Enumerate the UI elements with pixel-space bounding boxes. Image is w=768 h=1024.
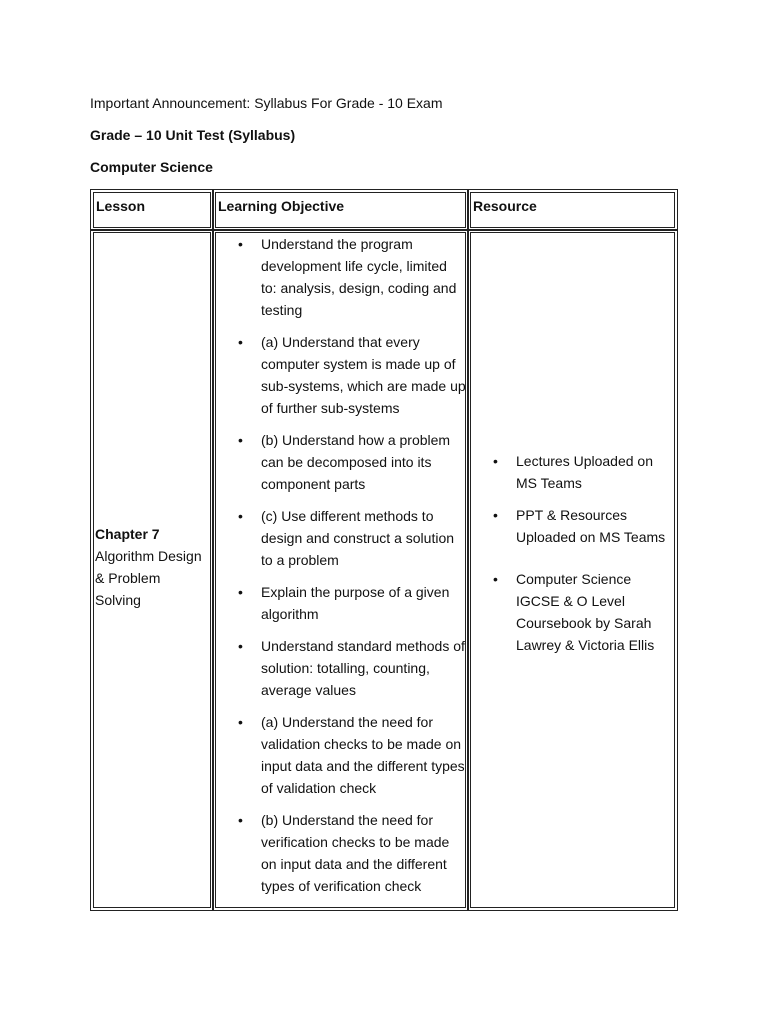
bullet-icon: • (493, 453, 498, 469)
announcement-text: Important Announcement: Syllabus For Grade - 10 Exam (90, 95, 443, 111)
header-objective-label: Learning Objective (218, 198, 345, 214)
bullet-icon: • (238, 334, 243, 350)
objective-item: • Explain the purpose of a given algorithm (216, 581, 466, 625)
objective-item: • (b) Understand the need for verification checks to be made on input data and the different types of verification check (216, 809, 466, 897)
header-cell-objective (215, 192, 466, 228)
header-cell-lesson (93, 192, 211, 228)
unit-test-heading: Grade – 10 Unit Test (Syllabus) (90, 127, 296, 143)
bullet-icon: • (493, 571, 498, 587)
objective-item: • (c) Use different methods to design and construct a solution to a problem (216, 505, 466, 571)
objective-item: • (b) Understand how a problem can be decomposed into its component parts (216, 429, 466, 495)
bullet-icon: • (238, 508, 243, 524)
bullet-icon: • (238, 432, 243, 448)
resource-item: • Lectures Uploaded on MS Teams (471, 450, 676, 494)
bullet-icon: • (238, 584, 243, 600)
bullet-icon: • (238, 638, 243, 654)
objective-item: • Understand the program development life cycle, limited to: analysis, design, coding and testing (216, 233, 466, 321)
lesson-subtitle: Algorithm Design & Problem Solving (95, 548, 202, 608)
header-lesson-label: Lesson (96, 198, 146, 214)
objectives-cell (215, 232, 466, 908)
resources-cell (470, 232, 675, 908)
syllabus-table (90, 189, 678, 911)
objective-item: • (a) Understand that every computer system is made up of sub-systems, which are made up of further sub-systems (216, 331, 466, 419)
objective-item: • Understand standard methods of solution: totalling, counting, average values (216, 635, 466, 701)
objectives-list (216, 233, 466, 907)
bullet-icon: • (238, 812, 243, 828)
subject-heading: Computer Science (90, 159, 213, 175)
lesson-cell (93, 232, 211, 908)
resource-item: • PPT & Resources Uploaded on MS Teams (471, 504, 676, 548)
resource-item: • Computer Science IGCSE & O Level Coursebook by Sarah Lawrey & Victoria Ellis (471, 568, 676, 656)
lesson-text (95, 523, 209, 611)
bullet-icon: • (238, 236, 243, 252)
bullet-icon: • (238, 714, 243, 730)
header-cell-resource (470, 192, 675, 228)
header-resource-label: Resource (473, 198, 537, 214)
resources-list (471, 450, 676, 666)
bullet-icon: • (493, 507, 498, 523)
objective-item: • (a) Understand the need for validation checks to be made on input data and the different types of validation check (216, 711, 466, 799)
lesson-title: Chapter 7 (95, 526, 160, 542)
